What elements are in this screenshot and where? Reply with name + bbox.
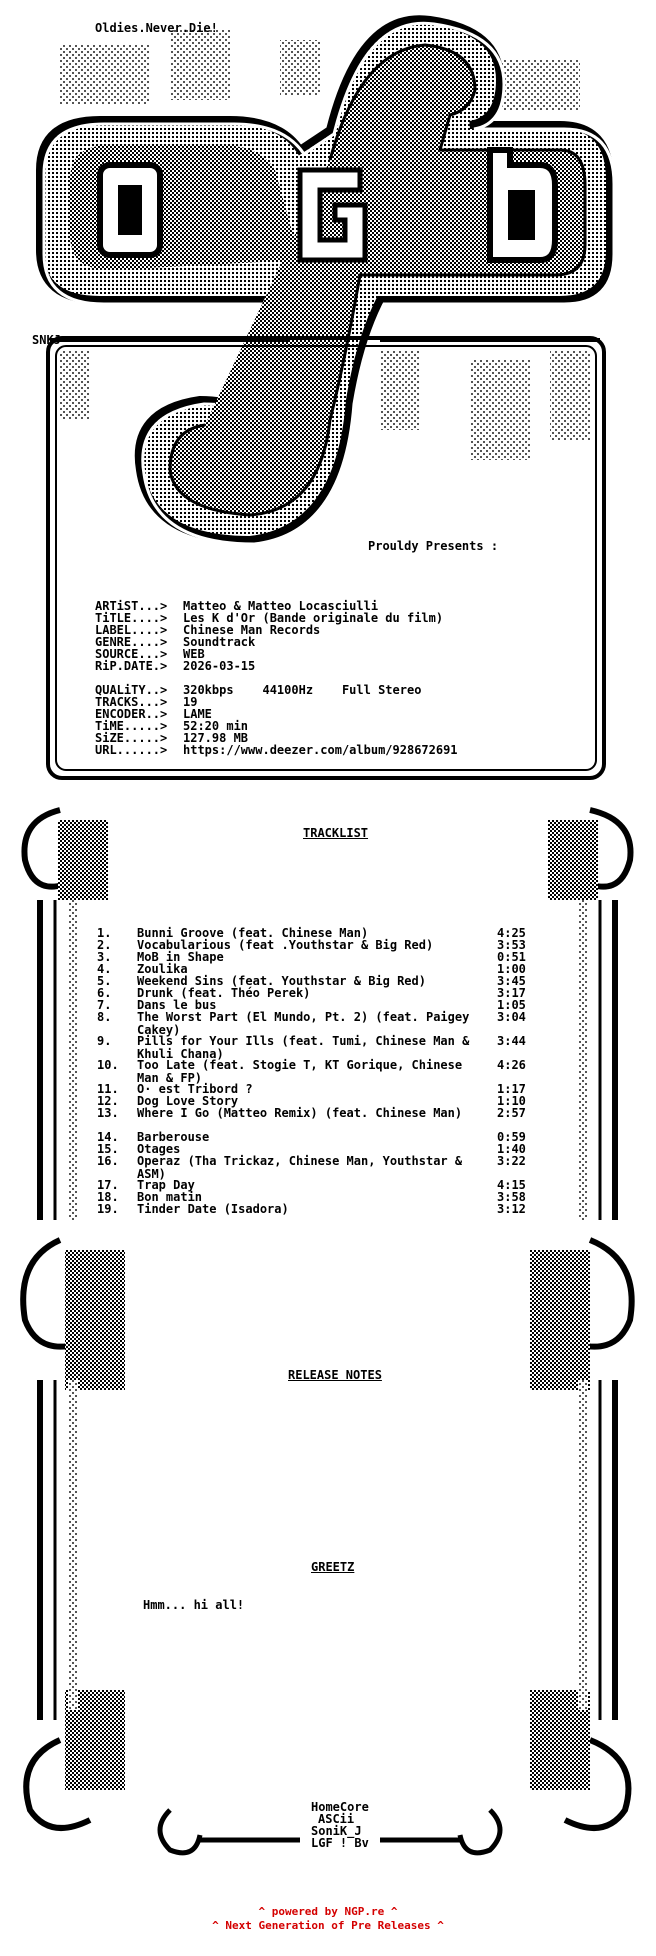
track-number: 18. — [97, 1190, 119, 1204]
track-duration: 3:22 — [497, 1154, 526, 1168]
info-genre-label: GENRE....> — [95, 635, 168, 649]
track-number: 12. — [97, 1094, 119, 1108]
track-title: Barberouse — [137, 1130, 210, 1144]
track-title: Where I Go (Matteo Remix) (feat. Chinese Man) — [137, 1106, 463, 1120]
url-link[interactable]: https://www.deezer.com/album/928672691 — [183, 743, 458, 757]
info-source-label: SOURCE...> — [95, 647, 168, 661]
greetz-text: Hmm... hi all! — [143, 1598, 245, 1612]
track-title: Dog Love Story — [137, 1094, 239, 1108]
track-number: 19. — [97, 1202, 119, 1216]
greetz-heading: GREETZ — [311, 1560, 355, 1574]
track-number: 16. — [97, 1154, 119, 1168]
tracks-value: 19 — [183, 695, 198, 709]
track-duration: 3:44 — [497, 1034, 526, 1048]
track-number: 3. — [97, 950, 112, 964]
info-artist-value: Matteo & Matteo Locasciulli — [183, 599, 379, 613]
track-number: 1. — [97, 926, 112, 940]
info-label-label: LABEL....> — [95, 623, 168, 637]
track-duration: 1:10 — [497, 1094, 526, 1108]
artist-signature: SNKJ — [32, 333, 61, 347]
quality-label: QUALiTY..> — [95, 683, 168, 697]
track-title: Trap Day — [137, 1178, 195, 1192]
presents-text: Prouldy Presents : — [368, 539, 499, 553]
time-label: TiME.....> — [95, 719, 168, 733]
track-duration: 2:57 — [497, 1106, 526, 1120]
size-label: SiZE.....> — [95, 731, 168, 745]
track-duration: 4:15 — [497, 1178, 526, 1192]
track-number: 17. — [97, 1178, 119, 1192]
tagline: Oldies.Never.Die! — [95, 21, 218, 35]
url-label: URL......> — [95, 743, 168, 757]
track-number: 8. — [97, 1010, 112, 1024]
track-number: 7. — [97, 998, 112, 1012]
info-artist-label: ARTiST...> — [95, 599, 168, 613]
info-source-value: WEB — [183, 647, 205, 661]
info-ripdate-value: 2026-03-15 — [183, 659, 256, 673]
track-number: 5. — [97, 974, 112, 988]
track-title: Otages — [137, 1142, 181, 1156]
credit-line: HomeCore — [311, 1800, 369, 1814]
size-value: 127.98 MB — [183, 731, 249, 745]
track-number: 13. — [97, 1106, 119, 1120]
footer-tagline: ^ Next Generation of Pre Releases ^ — [212, 1919, 444, 1932]
release-notes-heading: RELEASE NOTES — [288, 1368, 382, 1382]
credit-line: ASCii — [318, 1812, 355, 1826]
track-title: Drunk (feat. Théo Perek) — [137, 986, 311, 1000]
encoder-label: ENCODER..> — [95, 707, 168, 721]
info-title-label: TiTLE....> — [95, 611, 168, 625]
credit-line: LGF ! Bv — [311, 1836, 369, 1850]
track-title: The Worst Part (El Mundo, Pt. 2) (feat. Paigey Cakey) — [137, 1010, 470, 1037]
track-duration: 0:59 — [497, 1130, 526, 1144]
track-title: Operaz (Tha Trickaz, Chinese Man, Youthstar & ASM) — [137, 1154, 463, 1181]
time-value: 52:20 min — [183, 719, 249, 733]
track-duration: 1:40 — [497, 1142, 526, 1156]
track-duration: 3:58 — [497, 1190, 526, 1204]
quality-value: 320kbps 44100Hz Full Stereo — [183, 683, 422, 697]
track-duration: 3:04 — [497, 1010, 526, 1024]
info-title-value: Les K d'Or (Bande originale du film) — [183, 611, 444, 625]
encoder-value: LAME — [183, 707, 212, 721]
track-number: 14. — [97, 1130, 119, 1144]
track-title: Pills for Your Ills (feat. Tumi, Chinese Man & Khuli Chana) — [137, 1034, 470, 1061]
track-duration: 1:05 — [497, 998, 526, 1012]
track-title: MoB in Shape — [137, 950, 224, 964]
info-genre-value: Soundtrack — [183, 635, 256, 649]
track-duration: 3:12 — [497, 1202, 526, 1216]
track-duration: 3:17 — [497, 986, 526, 1000]
track-duration: 3:45 — [497, 974, 526, 988]
info-label-value: Chinese Man Records — [183, 623, 321, 637]
track-duration: 1:17 — [497, 1082, 526, 1096]
track-duration: 1:00 — [497, 962, 526, 976]
credit-line: SoniK_J — [311, 1824, 362, 1838]
track-number: 11. — [97, 1082, 119, 1096]
track-duration: 4:26 — [497, 1058, 526, 1072]
track-number: 9. — [97, 1034, 112, 1048]
track-title: Vocabularious (feat .Youthstar & Big Red) — [137, 938, 434, 952]
track-title: Weekend Sins (feat. Youthstar & Big Red) — [137, 974, 426, 988]
footer-powered-by[interactable]: ^ powered by NGP.re ^ — [258, 1905, 398, 1918]
track-number: 2. — [97, 938, 112, 952]
track-number: 4. — [97, 962, 112, 976]
track-duration: 4:25 — [497, 926, 526, 940]
track-title: Too Late (feat. Stogie T, KT Gorique, Chinese Man & FP) — [137, 1058, 463, 1085]
track-title: Zoulika — [137, 962, 188, 976]
tracklist-heading: TRACKLIST — [303, 826, 369, 840]
track-duration: 3:53 — [497, 938, 526, 952]
track-title: Dans le bus — [137, 998, 217, 1012]
track-title: Bon matin — [137, 1190, 203, 1204]
track-number: 10. — [97, 1058, 119, 1072]
track-number: 15. — [97, 1142, 119, 1156]
tracks-label: TRACKS...> — [95, 695, 168, 709]
track-title: O· est Tribord ? — [137, 1082, 253, 1096]
track-title: Tinder Date (Isadora) — [137, 1202, 289, 1216]
track-duration: 0:51 — [497, 950, 526, 964]
track-title: Bunni Groove (feat. Chinese Man) — [137, 926, 369, 940]
track-number: 6. — [97, 986, 112, 1000]
info-ripdate-label: RiP.DATE.> — [95, 659, 168, 673]
